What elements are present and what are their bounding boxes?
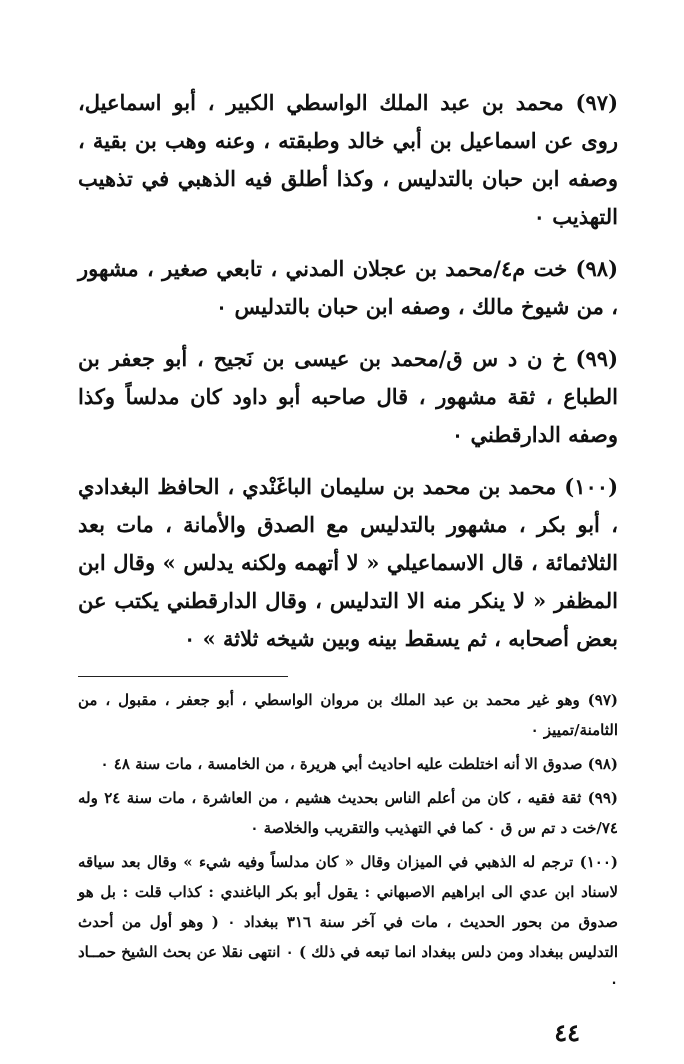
page-body xyxy=(78,84,618,1001)
footnote-100: (١٠٠) ترجم له الذهبي في الميزان وقال « كان مدلساً وفيه شيء » وقال بعد سياقه لاسناد ابن عدي الى ابراهيم الاصبهاني : يقول أبو بكر الباغندي : كذاب قلت : بل هو صدوق من بحور الحديث ، مات في آخر سنة ٣١٦ ببغداد ٠ ( وهو أول من أحدث التدليس ببغداد ومن دلس ببغداد انما تبعه في ذلك ) ٠ انتهى نقلا عن بحث الشيخ حمــاد ٠ xyxy=(78,853,618,991)
footnotes xyxy=(78,685,618,997)
entry-100: (١٠٠) محمد بن محمد بن سليمان الباغَنْدي ، الحافظ البغدادي ، أبو بكر ، مشهور بالتدليس مع الصدق والأمانة ، مات بعد الثلاثمائة ، قال الاسماعيلي « لا أتهمه ولكنه يدلس » وقال ابن المظفر « لا ينكر منه الا التدليس ، وقال الدارقطني يكتب عن بعض أصحابه ، ثم يسقط بينه وبين شيخه ثلاثة » ٠ xyxy=(78,474,618,651)
footnote-98: (٩٨) صدوق الا أنه اختلطت عليه احاديث أبي هريرة ، من الخامسة ، مات سنة ٤٨ ٠ xyxy=(100,755,618,773)
entry-99: (٩٩) خ ن د س ق/محمد بن عيسى بن نَجيح ، أبو جعفر بن الطباع ، ثقة مشهور ، قال صاحبه أبو داود كان مدلساً وكذا وصفه الدارقطني ٠ xyxy=(78,346,618,447)
footnote-97: (٩٧) وهو غير محمد بن عبد الملك بن مروان الواسطي ، أبو جعفر ، مقبول ، من الثامنة/تمييز ٠ xyxy=(78,691,618,739)
entry-97: (٩٧) محمد بن عبد الملك الواسطي الكبير ، أبو اسماعيل، روى عن اسماعيل بن أبي خالد وطبقته ، وعنه وهب بن بقية ، وصفه ابن حبان بالتدليس ، وكذا أطلق فيه الذهبي في تذهيب التهذيب ٠ xyxy=(78,90,618,229)
footnote-divider xyxy=(78,676,288,677)
entry-98: (٩٨) خت م٤/محمد بن عجلان المدني ، تابعي صغير ، مشهور ، من شيوخ مالك ، وصفه ابن حبان بالتدليس ٠ xyxy=(78,256,618,319)
footnote-99: (٩٩) ثقة فقيه ، كان من أعلم الناس بحديث هشيم ، من العاشرة ، مات سنة ٢٤ وله ٧٤/خت د تم س ق ٠ كما في التهذيب والتقريب والخلاصة ٠ xyxy=(78,789,618,837)
page-number: ٤٤ xyxy=(554,1018,580,1047)
